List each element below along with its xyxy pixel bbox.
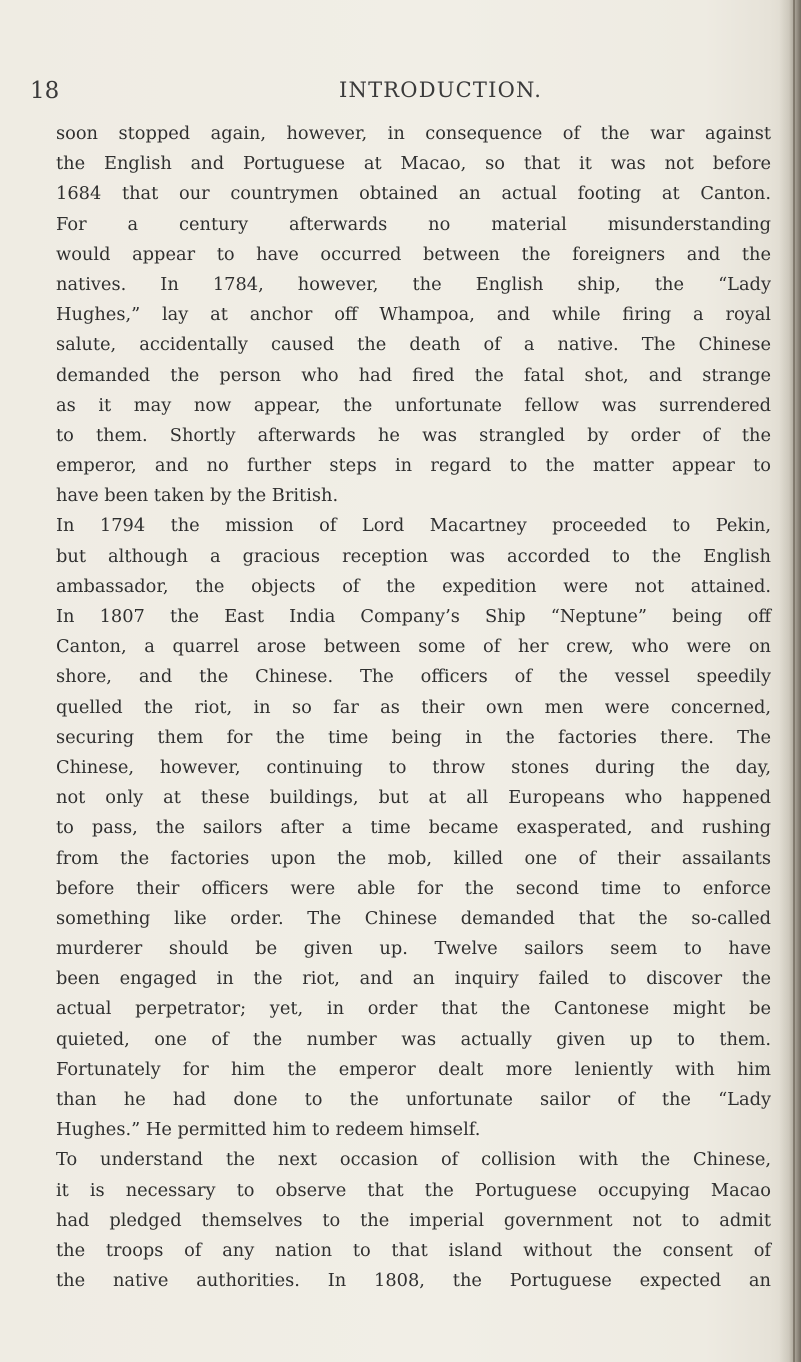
text-line: Canton, a quarrel arose between some of her crew, who were on <box>56 636 771 658</box>
page-edge-line <box>793 0 795 1362</box>
text-line: have been taken by the British. <box>56 485 339 507</box>
text-line: the native authorities. In 1808, the Portuguese expected an <box>56 1270 771 1292</box>
text-line: soon stopped again, however, in consequence of the war against <box>56 123 771 144</box>
text-line: Fortunately for him the emperor dealt more leniently with him <box>56 1058 771 1080</box>
text-line: Hughes,” lay at anchor off Whampoa, and while firing a royal <box>56 304 771 326</box>
text-line: To understand the next occasion of collision with the Chinese, <box>56 1149 771 1171</box>
text-line: it is necessary to observe that the Portuguese occupying Macao <box>56 1179 771 1201</box>
text-line: would appear to have occurred between the foreigners and the <box>56 243 771 265</box>
text-line: murderer should be given up. Twelve sailors seem to have <box>56 938 771 960</box>
page-edge-shadow <box>779 0 801 1362</box>
page-number: 18 <box>30 78 60 104</box>
text-line: not only at these buildings, but at all Europeans who happened <box>56 787 771 809</box>
text-line: but although a gracious reception was accorded to the English <box>56 545 771 567</box>
text-line: to pass, the sailors after a time became exasperated, and rushing <box>56 817 771 839</box>
running-head <box>0 74 801 114</box>
text-line: quieted, one of the number was actually given up to them. <box>56 1028 771 1050</box>
text-line: salute, accidentally caused the death of a native. The Chinese <box>56 334 771 356</box>
text-line: quelled the riot, in so far as their own men were concerned, <box>56 696 771 718</box>
text-line: from the factories upon the mob, killed one of their assailants <box>56 847 771 869</box>
text-line: something like order. The Chinese demanded that the so-called <box>56 907 771 929</box>
text-line: had pledged themselves to the imperial government not to admit <box>56 1209 771 1231</box>
text-line: actual perpetrator; yet, in order that the Cantonese might be <box>56 998 771 1020</box>
text-line: In 1794 the mission of Lord Macartney proceeded to Pekin, <box>56 515 771 537</box>
text-line: emperor, and no further steps in regard to the matter appear to <box>56 455 771 477</box>
text-line: Chinese, however, continuing to throw stones during the day, <box>56 756 771 778</box>
text-line: than he had done to the unfortunate sailor of the “Lady <box>56 1089 771 1110</box>
text-line: the English and Portuguese at Macao, so that it was not before <box>56 153 771 175</box>
text-line: been engaged in the riot, and an inquiry failed to discover the <box>56 968 771 990</box>
body-text <box>56 119 771 1296</box>
text-line: ambassador, the objects of the expedition were not attained. <box>56 575 771 597</box>
text-line: For a century afterwards no material misunderstanding <box>56 213 771 235</box>
text-line: In 1807 the East India Company’s Ship “Neptune” being off <box>56 606 771 627</box>
text-line: Hughes.” He permitted him to redeem himself. <box>56 1119 481 1141</box>
text-line: to them. Shortly afterwards he was strangled by order of the <box>56 424 771 446</box>
text-line: shore, and the Chinese. The officers of the vessel speedily <box>56 666 771 688</box>
text-line: demanded the person who had fired the fatal shot, and strange <box>56 364 771 386</box>
text-line: the troops of any nation to that island without the consent of <box>56 1239 771 1261</box>
text-line: as it may now appear, the unfortunate fellow was surrendered <box>56 394 771 416</box>
running-head-title: INTRODUCTION. <box>339 78 543 102</box>
text-line: before their officers were able for the second time to enforce <box>56 877 771 899</box>
text-line: natives. In 1784, however, the English ship, the “Lady <box>56 273 771 295</box>
text-line: securing them for the time being in the factories there. The <box>56 726 771 748</box>
text-line: 1684 that our countrymen obtained an actual footing at Canton. <box>56 183 771 205</box>
